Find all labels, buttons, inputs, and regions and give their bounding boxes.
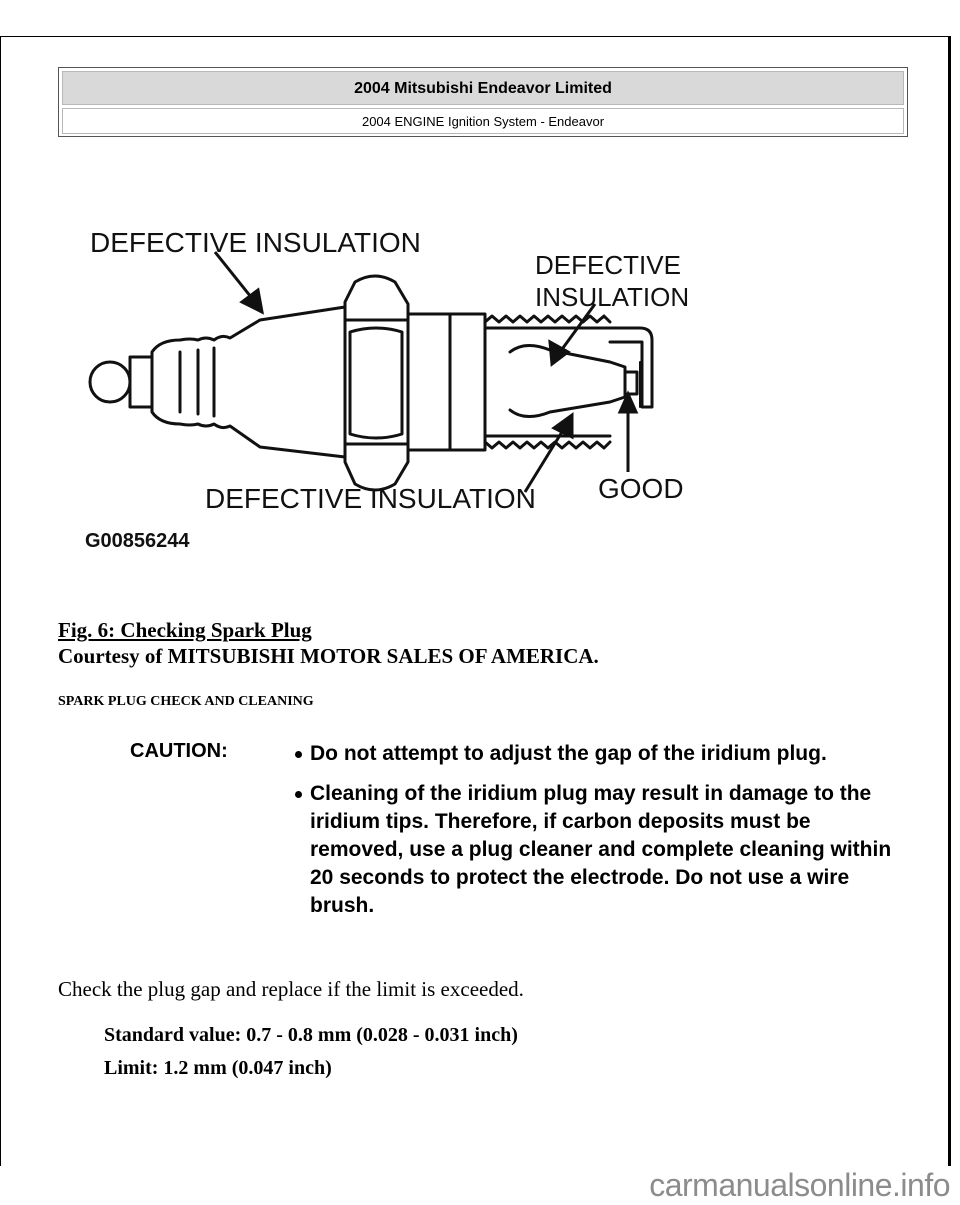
instruction-text: Check the plug gap and replace if the limit is exceeded. xyxy=(58,977,524,1001)
caution-label: CAUTION: xyxy=(130,740,228,762)
header-title: 2004 Mitsubishi Endeavor Limited xyxy=(62,71,904,105)
threads xyxy=(485,316,610,322)
figure-id: G00856244 xyxy=(85,530,190,552)
spec-limit: Limit: 1.2 mm (0.047 inch) xyxy=(104,1057,332,1079)
spark-plug-figure xyxy=(80,212,720,557)
label-defective-right-1: DEFECTIVE xyxy=(535,250,681,280)
document-header xyxy=(58,67,908,137)
caution-list xyxy=(292,740,892,932)
center-electrode xyxy=(625,372,637,394)
label-defective-right-2: INSULATION xyxy=(535,282,690,312)
caution-item: Cleaning of the iridium plug may result in damage to the iridium tips. Therefore, if carbon deposits must be removed, use a plug cleaner and complete cleaning within 20 seconds to protect the electrode. Do not use a wire brush. xyxy=(292,780,892,920)
figure-caption-title: Fig. 6: Checking Spark Plug xyxy=(58,618,312,642)
spec-standard-value: Standard value: 0.7 - 0.8 mm (0.028 - 0.031 inch) xyxy=(104,1024,518,1046)
label-good: GOOD xyxy=(598,473,684,504)
footer-watermark: carmanualsonline.info xyxy=(649,1167,950,1203)
section-heading: SPARK PLUG CHECK AND CLEANING xyxy=(58,694,314,709)
caution-item: Do not attempt to adjust the gap of the iridium plug. xyxy=(292,740,892,768)
label-defective-insulation-top: DEFECTIVE INSULATION xyxy=(90,227,421,258)
terminal-nut xyxy=(90,362,130,402)
shell xyxy=(408,314,485,450)
header-subtitle: 2004 ENGINE Ignition System - Endeavor xyxy=(62,108,904,134)
insulator-nose xyxy=(510,345,625,416)
hex-nut xyxy=(345,276,408,490)
terminal-stem xyxy=(130,357,152,407)
label-defective-insulation-bottom: DEFECTIVE INSULATION xyxy=(205,483,536,514)
figure-caption-courtesy: Courtesy of MITSUBISHI MOTOR SALES OF AMERICA. xyxy=(58,644,599,668)
figure-caption xyxy=(58,617,599,669)
